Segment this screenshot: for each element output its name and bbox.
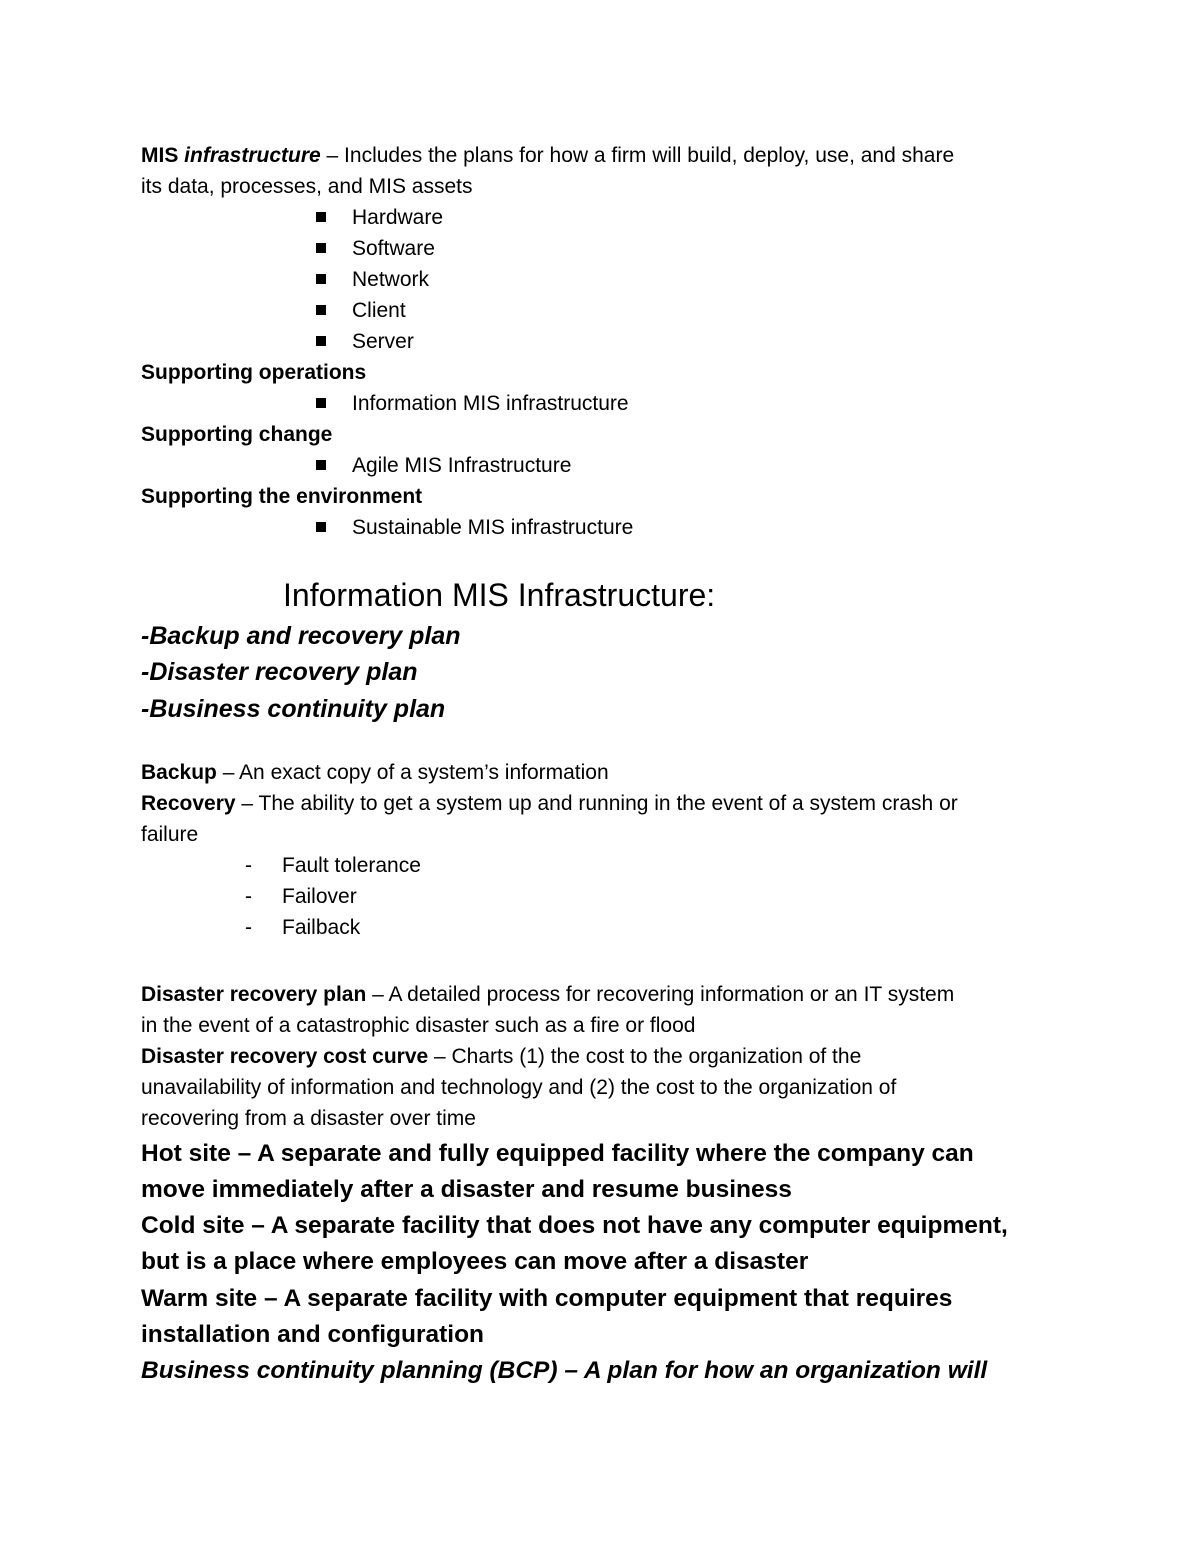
plan-item: -Backup and recovery plan [141,622,461,650]
list-item [245,881,357,912]
bcp-definition-line1 [141,1353,987,1389]
recovery-definition-line2: failure [141,823,199,846]
square-bullet-icon [316,212,326,222]
square-bullet-icon [316,522,326,532]
square-bullet-icon [316,274,326,284]
mis-term: MIS [141,144,185,167]
list-item-text: Software [352,237,435,260]
dash-bullet: - [245,885,252,908]
list-item [316,388,629,419]
drp-definition-line1 [141,979,954,1010]
bcp-text: – A plan for how an organization will [557,1357,988,1384]
supporting-operations-label: Supporting operations [141,361,367,384]
recovery-definition-line1 [141,788,958,819]
bcp-term: Business continuity planning (BCP) [141,1357,558,1384]
backup-definition [141,757,609,788]
recovery-term: Recovery [141,792,236,815]
cold-site-line2: but is a place where employees can move after a disaster [141,1248,809,1275]
plan-item: -Business continuity plan [141,695,446,723]
recovery-text: – The ability to get a system up and running in the event of a system crash or [235,792,958,815]
drcc-definition-line2: unavailability of information and technology and (2) the cost to the organization of [141,1076,897,1099]
section-heading: Information MIS Infrastructure: [283,577,716,613]
list-item-text: Failback [282,916,361,939]
square-bullet-icon [316,398,326,408]
drp-definition-line2: in the event of a catastrophic disaster such as a fire or flood [141,1014,696,1037]
list-item-text: Fault tolerance [282,854,421,877]
list-item-text: Network [352,268,430,291]
cold-site-text: – A separate facility that does not have any computer equipment, [244,1212,1008,1239]
list-item [316,326,414,357]
mis-definition-line2: its data, processes, and MIS assets [141,175,473,198]
list-item [316,264,429,295]
drcc-term: Disaster recovery cost curve [141,1045,429,1068]
square-bullet-icon [316,336,326,346]
list-item [245,850,421,881]
hot-site-line2: move immediately after a disaster and resume business [141,1176,792,1203]
drp-text: – A detailed process for recovering information or an IT system [366,983,955,1006]
warm-site-line2: installation and configuration [141,1321,484,1348]
square-bullet-icon [316,243,326,253]
square-bullet-icon [316,305,326,315]
hot-site-line1 [141,1136,974,1172]
mis-definition-line1 [141,140,954,171]
list-item-text: Agile MIS Infrastructure [352,454,572,477]
drp-term: Disaster recovery plan [141,983,367,1006]
mis-term-italic: infrastructure [184,144,321,167]
cold-site-term: Cold site [141,1212,245,1239]
warm-site-line1 [141,1281,952,1317]
list-item-text: Client [352,299,406,322]
warm-site-text: – A separate facility with computer equipment that requires [257,1285,953,1312]
list-item [316,450,571,481]
dash-bullet: - [245,854,252,877]
list-item-text: Server [352,330,414,353]
supporting-environment-label: Supporting the environment [141,485,423,508]
plan-item: -Disaster recovery plan [141,658,418,686]
cold-site-line1 [141,1208,1008,1244]
backup-term: Backup [141,761,217,784]
mis-definition-text: – Includes the plans for how a firm will build, deploy, use, and share [320,144,955,167]
list-item-text: Failover [282,885,357,908]
list-item-text: Hardware [352,206,444,229]
list-item [316,233,435,264]
supporting-change-label: Supporting change [141,423,333,446]
drcc-definition-line3: recovering from a disaster over time [141,1107,476,1130]
list-item [316,512,633,543]
hot-site-text: – A separate and fully equipped facility where the company can [230,1140,974,1167]
drcc-text: – Charts (1) the cost to the organization of the [428,1045,862,1068]
list-item-text: Sustainable MIS infrastructure [352,516,634,539]
list-item [316,295,406,326]
square-bullet-icon [316,460,326,470]
backup-text: – An exact copy of a system’s information [216,761,609,784]
list-item-text: Information MIS infrastructure [352,392,629,415]
warm-site-term: Warm site [141,1285,258,1312]
list-item [245,912,360,943]
drcc-definition-line1 [141,1041,861,1072]
hot-site-term: Hot site [141,1140,231,1167]
list-item [316,202,443,233]
dash-bullet: - [245,916,252,939]
